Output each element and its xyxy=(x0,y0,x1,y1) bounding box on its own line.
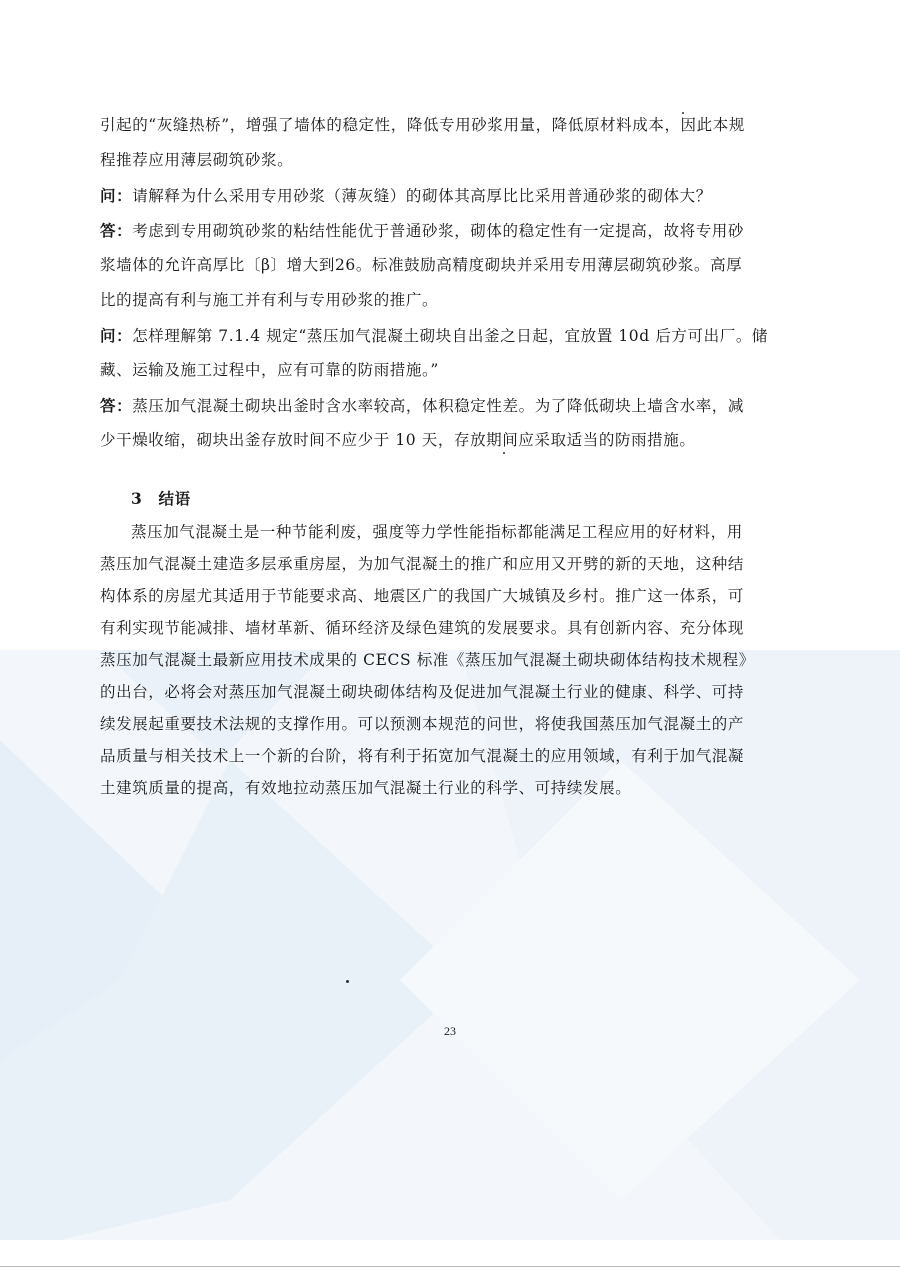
answer-text: 蒸压加气混凝土砌块出釜时含水率较高，体积稳定性差。为了降低砌块上墙含水率，减 xyxy=(132,397,745,415)
section-heading: 3 结语 xyxy=(131,489,191,508)
paragraph-line: 有利实现节能减排、墙材革新、循环经济及绿色建筑的发展要求。具有创新内容、充分体现 xyxy=(100,619,745,637)
question xyxy=(100,178,748,213)
question xyxy=(100,318,769,353)
page-number: 23 xyxy=(444,1024,456,1038)
question-label: 问： xyxy=(100,326,133,345)
paragraph-line: 品质量与相关技术上一个新的台阶，将有利于拓宽加气混凝土的应用领域，有利于加气混凝 xyxy=(100,747,745,765)
answer xyxy=(100,213,748,248)
text-line: 程推荐应用薄层砌筑砂浆。 xyxy=(100,151,294,169)
paragraph-line: 的出台，必将会对蒸压加气混凝土砌块砌体结构及促进加气混凝土行业的健康、科学、可持 xyxy=(100,683,745,701)
scan-speck xyxy=(682,112,684,114)
question-text: 藏、运输及施工过程中，应有可靠的防雨措施。” xyxy=(100,361,439,379)
qa-item xyxy=(100,318,769,458)
qa-item xyxy=(100,178,748,318)
paragraph-line: 构体系的房屋尤其适用于节能要求高、地震区广的我国广大城镇及乡村。推广这一体系，可 xyxy=(100,587,745,605)
paragraph-line: 蒸压加气混凝土最新应用技术成果的 CECS 标准《蒸压加气混凝土砌块砌体结构技术规程》 xyxy=(100,651,755,669)
paragraph-line: 续发展起重要技术法规的支撑作用。可以预测本规范的问世，将使我国蒸压加气混凝土的产 xyxy=(100,715,745,733)
qa-section xyxy=(100,108,769,458)
paragraph-line: 蒸压加气混凝土是一种节能利废，强度等力学性能指标都能满足工程应用的好材料，用 xyxy=(131,523,743,541)
answer-label: 答： xyxy=(100,396,133,415)
text-line: 引起的“灰缝热桥”，增强了墙体的稳定性，降低专用砂浆用量，降低原材料成本，因此本规 xyxy=(100,116,745,134)
scan-edge xyxy=(0,1266,900,1267)
question-text: 怎样理解第 7.1.4 规定“蒸压加气混凝土砌块自出釜之日起，宜放置 10d 后方可出厂。储 xyxy=(132,327,769,345)
answer xyxy=(100,388,748,423)
scan-speck xyxy=(503,452,505,454)
scan-speck xyxy=(346,980,349,983)
paragraph-line: 土建筑质量的提高，有效地拉动蒸压加气混凝土行业的科学、可持续发展。 xyxy=(100,779,632,797)
answer-text: 比的提高有利与施工并有利与专用砂浆的推广。 xyxy=(100,291,439,309)
answer-text: 浆墙体的允许高厚比〔β〕增大到26。标准鼓励高精度砌块并采用专用薄层砌筑砂浆。高厚 xyxy=(100,256,743,274)
question-label: 问： xyxy=(100,186,133,205)
answer-text: 考虑到专用砌筑砂浆的粘结性能优于普通砂浆，砌体的稳定性有一定提高，故将专用砂 xyxy=(132,222,745,240)
section-gap xyxy=(100,458,748,482)
answer-label: 答： xyxy=(100,221,133,240)
paragraph-line: 蒸压加气混凝土建造多层承重房屋，为加气混凝土的推广和应用又开劈的新的天地，这种结 xyxy=(100,555,745,573)
answer-text: 少干燥收缩，砌块出釜存放时间不应少于 10 天，存放期间应采取适当的防雨措施。 xyxy=(100,431,696,449)
page-content xyxy=(100,108,769,804)
conclusion-section xyxy=(100,482,755,804)
question-text: 请解释为什么采用专用砂浆（薄灰缝）的砌体其高厚比比采用普通砂浆的砌体大？ xyxy=(132,187,712,205)
